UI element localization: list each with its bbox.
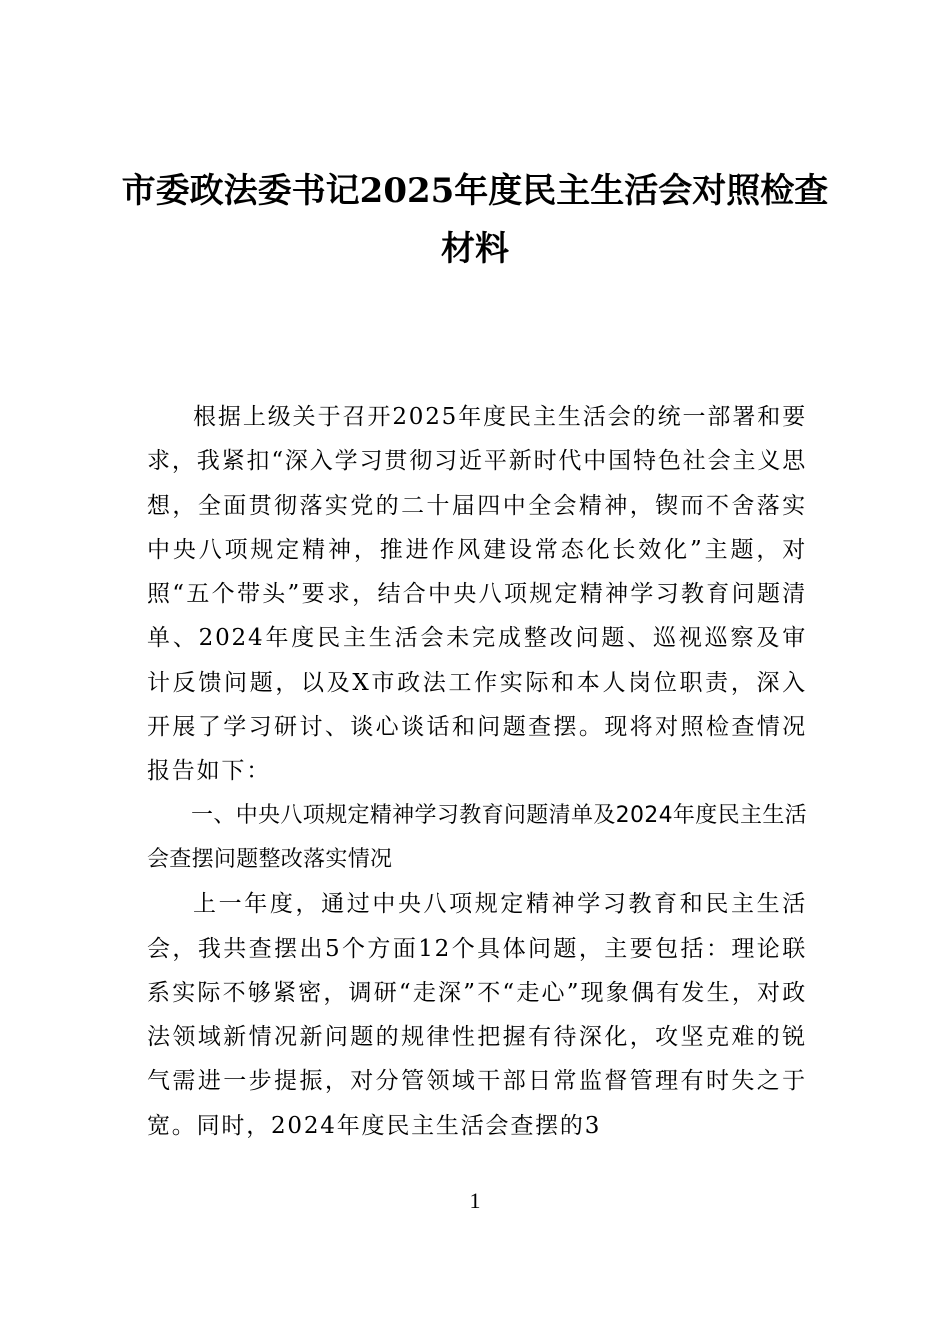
intro-paragraph: 根据上级关于召开2025年度民主生活会的统一部署和要求，我紧扣“深入学习贯彻习近平新时代中国特色社会主义思想，全面贯彻落实党的二十届四中全会精神，锲而不舍落实中央八项规定精神，推进作风建设常态化长效化”主题，对照“五个带头”要求，结合中央八项规定精神学习教育问题清单、2024年度民主生活会未完成整改问题、巡视巡察及审计反馈问题，以及X市政法工作实际和本人岗位职责，深入开展了学习研讨、谈心谈话和问题查摆。现将对照检查情况报告如下： <box>147 404 807 785</box>
section-heading-1: 一、中央八项规定精神学习教育问题清单及2024年度民主生活会查摆问题整改落实情况 <box>147 802 807 872</box>
page-number: 1 <box>469 1188 481 1213</box>
document-title: 市委政法委书记2025年度民主生活会对照检查材料 <box>121 171 829 269</box>
section-1-paragraph: 上一年度，通过中央八项规定精神学习教育和民主生活会，我共查摆出5个方面12个具体问题，主要包括：理论联系实际不够紧密，调研“走深”不“走心”现象偶有发生，对政法领域新情况新问题的规律性把握有待深化，攻坚克难的锐气需进一步提振，对分管领域干部日常监督管理有时失之于宽。同时，2024年度民主生活会查摆的3 <box>147 891 807 1139</box>
document-body <box>147 395 807 1148</box>
